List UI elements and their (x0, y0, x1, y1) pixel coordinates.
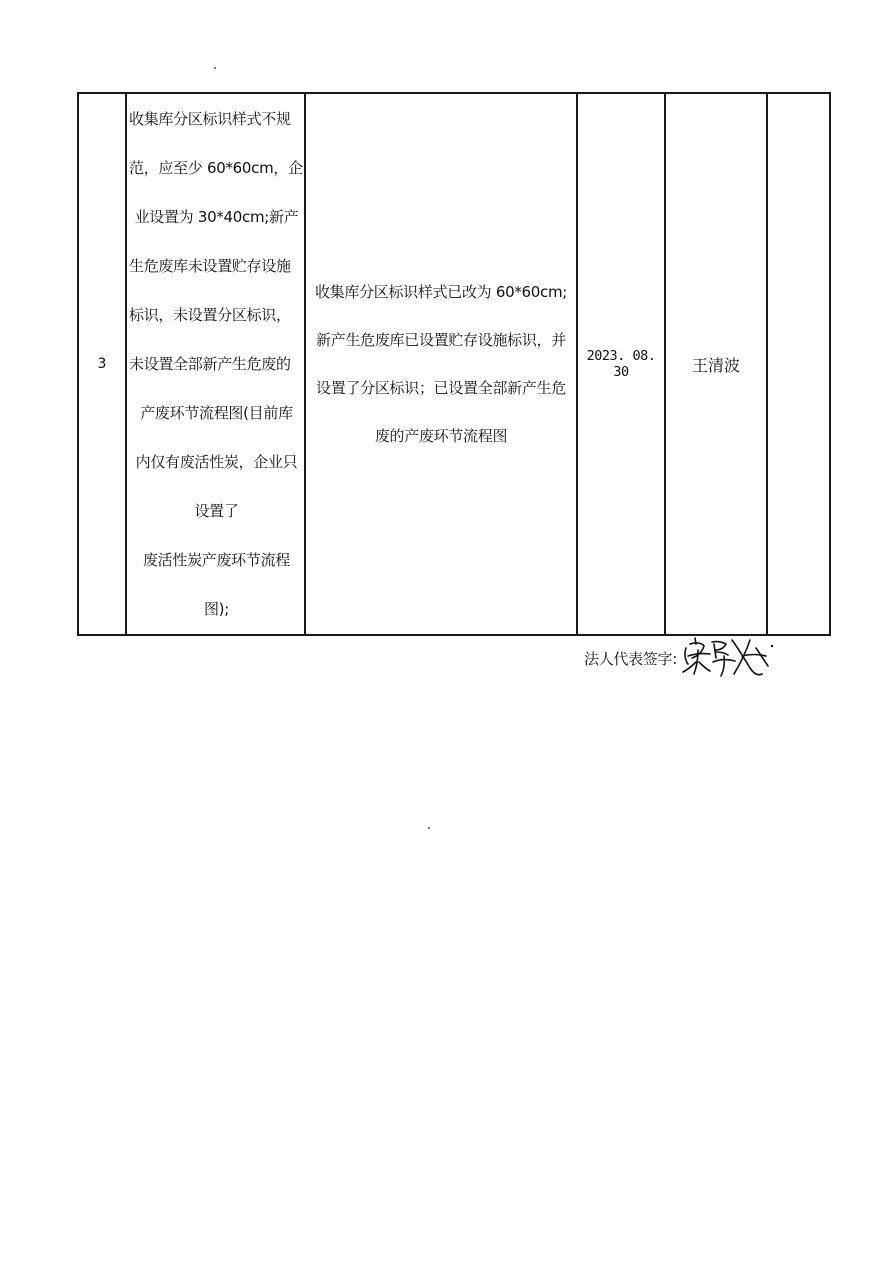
issue-line: 废活性炭产废环节流程 (142, 551, 290, 569)
action-cell (305, 93, 577, 635)
issue-line: 未设置全部新产生危废的 (129, 355, 291, 373)
rectification-table (77, 92, 831, 636)
issue-line: 设置了 (194, 502, 239, 520)
row-number: 3 (97, 356, 107, 372)
person-cell (665, 93, 767, 635)
action-line: 设置了分区标识；已设置全部新产生危 (316, 379, 566, 397)
issue-text (127, 94, 304, 634)
issue-cell (126, 93, 305, 635)
table-row (78, 93, 830, 635)
issue-line: 范，应至少 60*60cm，企 (129, 159, 303, 177)
row-number-cell (78, 93, 126, 635)
issue-line: 产废环节流程图(目前库 (140, 404, 293, 422)
scan-speck (428, 827, 430, 829)
action-text (306, 268, 576, 460)
signature-label: 法人代表签字: (584, 650, 677, 668)
date-cell (577, 93, 665, 635)
issue-line: 业设置为 30*40cm;新产 (134, 208, 299, 226)
completion-date: 2023. 08. 30 (586, 348, 656, 380)
signature-area (584, 640, 784, 680)
remark-cell (767, 93, 830, 635)
issue-line: 生危废库未设置贮存设施 (129, 257, 291, 275)
action-line: 收集库分区标识样式已改为 60*60cm; (314, 283, 568, 301)
handwritten-signature (680, 634, 776, 680)
issue-line: 收集库分区标识样式不规 (129, 110, 291, 128)
action-line: 废的产废环节流程图 (374, 427, 508, 445)
responsible-person: 王清波 (691, 355, 740, 375)
issue-line: 标识，未设置分区标识， (129, 306, 291, 324)
issue-line: 图); (203, 600, 229, 618)
issue-line: 内仅有废活性炭，企业只 (135, 453, 298, 471)
action-line: 新产生危废库已设置贮存设施标识，并 (316, 331, 566, 349)
scan-speck (214, 67, 216, 69)
